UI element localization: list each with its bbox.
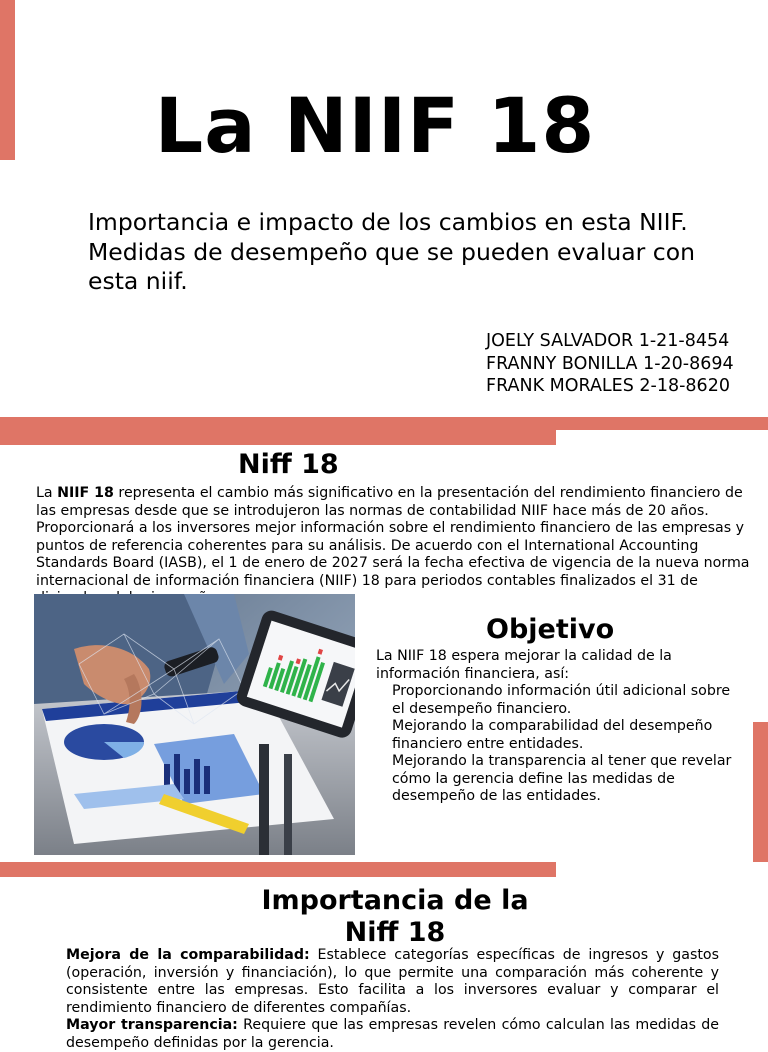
author-item: JOELY SALVADOR 1-21-8454 [486, 331, 730, 351]
slide-subtitle [88, 208, 728, 297]
slide-divider-bar [0, 862, 556, 877]
objective-title: Objetivo [486, 614, 615, 645]
section-title: Niff 18 [238, 449, 339, 480]
paragraph [66, 947, 719, 1017]
slide2-right-accent-bar [753, 722, 768, 862]
paragraph-text: Requiere que las empresas revelen cómo calculan las medidas de desempeño definidas por la gerencia. [66, 1017, 719, 1051]
author-item: FRANNY BONILLA 1-20-8694 [486, 353, 734, 374]
objective-list [392, 683, 742, 806]
section-title [200, 885, 590, 949]
subtitle-line: Importancia e impacto de los cambios en esta NIIF. [88, 208, 688, 236]
title-line: Importancia de la [261, 885, 529, 916]
slide-divider-bar-lower [0, 430, 556, 445]
paragraph [66, 1017, 719, 1052]
business-analytics-photo [34, 594, 355, 855]
body-prefix: La [36, 485, 58, 501]
body-text: representa el cambio más significativo en la presentación del rendimiento financiero de las empresas desde que se introdujeron las normas de contabilidad NIIF hace más de 20 años. Proporcionará a los inversores mejor información sobre el rendimiento financiero de las empresas y puntos de referencia coherentes para su análisis. De acuerdo con el International Accounting Standards Board (IASB), el 1 de enero de 2027 será la fecha efectiva de vigencia de la nueva norma internacional de información financiera (NIIF) 18 para periodos contables finalizados el 31 de [36, 485, 750, 589]
subtitle-line: Medidas de desempeño que se pueden evaluar con esta niif. [88, 237, 695, 295]
objective-item: Mejorando la transparencia al tener que revelar cómo la gerencia define las medidas de desempeño de las entidades. [392, 753, 732, 804]
objective-intro: La NIIF 18 espera mejorar la calidad de la información financiera, así: [376, 648, 672, 682]
objective-item: Proporcionando información útil adicional sobre el desempeño financiero. [392, 683, 731, 717]
paragraph-lead: Mayor transparencia: [66, 1017, 238, 1033]
objective-item: Mejorando la comparabilidad del desempeño financiero entre entidades. [392, 718, 713, 752]
slide-title: La NIIF 18 [154, 81, 596, 170]
authors-list [486, 330, 734, 398]
paragraph-lead: Mejora de la comparabilidad: [66, 947, 310, 963]
body-bold: NIIF 18 [57, 485, 114, 501]
paragraph-text: Establece categorías específicas de ingresos y gastos (operación, inversión y financiación), lo que permite una comparación más coherente y consistente entre las empresas. Esto facilita a los inversores evaluar y comparar el rendimiento financiero de diferentes compañías. [66, 947, 719, 1016]
slide-divider-bar [0, 417, 768, 430]
title-line: Niff 18 [344, 917, 446, 948]
section-body [36, 485, 752, 608]
author-item: FRANK MORALES 2-18-8620 [486, 376, 730, 396]
section-body [66, 947, 719, 1052]
